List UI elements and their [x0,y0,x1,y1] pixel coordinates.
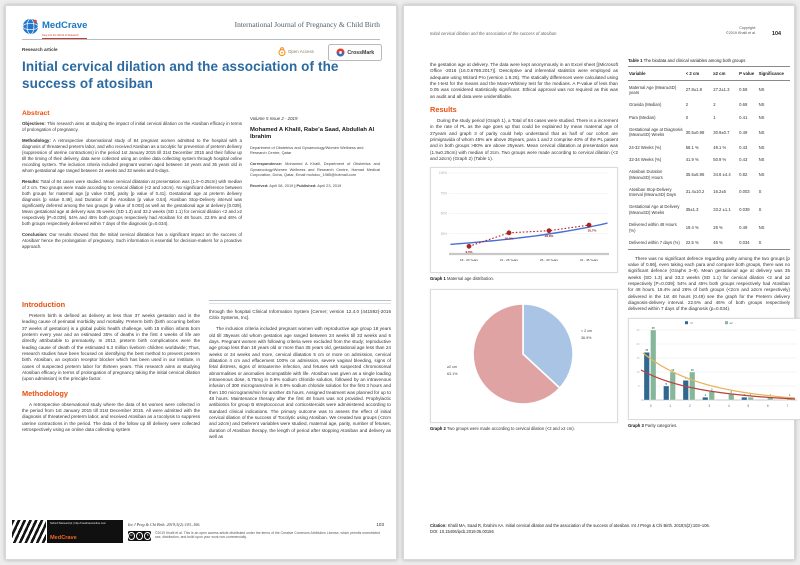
svg-text:≥2 cm: ≥2 cm [447,364,458,369]
table-value-cell: 0.41 [739,114,748,120]
table-value-cell: 2 [685,102,689,108]
svg-text:1: 1 [769,393,771,397]
introduction-heading: Introduction [22,300,66,309]
table-variable-cell: 32-34 Weeks (%) [629,156,662,162]
table-value-cell: 0.49 [739,129,748,135]
header-divider [22,39,380,40]
table-value-cell: 0.43 [739,156,748,162]
table-header-cell: Significance [758,67,790,81]
column-divider [209,300,391,304]
page-104 [403,5,795,560]
table-header-cell: P value [738,67,757,81]
open-access-badge[interactable] [278,47,314,56]
table-value-cell: S [758,189,762,195]
open-lock-icon [278,47,286,56]
authors: Mohamed A Khalil, Rabe'a Saad, Abdullah Al Ibrahim [250,127,375,141]
table-header-cell: Variable [628,67,685,81]
abstract-section [22,110,242,254]
submit-manuscript-link[interactable]: Submit Manuscript | http://medcraveonline.com [50,522,106,525]
affiliation: Department of Obstetrics and Gynaecology/Women Wellness and Research Centre, Qatar [250,144,364,156]
footer-brand-box [47,520,123,543]
table-value-cell: 0 [685,114,689,120]
svg-text:5: 5 [665,382,667,386]
page-number: 103 [376,522,384,527]
svg-text:2: 2 [688,403,691,408]
table-value-cell: NS [758,114,765,120]
volume-issue: Volume 5 Issue 2 - 2019 [250,116,298,121]
svg-text:5: 5 [747,403,750,408]
table-row [628,153,790,165]
article-meta [250,116,380,194]
svg-text:1: 1 [743,393,745,397]
parity-bar-chart [629,319,800,417]
crossmark-icon [336,48,345,57]
received-published: Received: April 08, 2019 | Published: April 23, 2019 [250,183,342,189]
table-variable-cell: Para (Median) [629,114,656,120]
running-title: Initial cervical dilation and the association of the success of atosiban [430,31,557,36]
svg-text:7: 7 [685,376,687,380]
table-value-cell: 0.82 [739,171,748,177]
table-value-cell: NS [758,156,765,162]
svg-text:10: 10 [690,368,694,372]
citation-text: Citation: Khalil MA, Saad R, Ibrahim AA. Initial cervical dilation and the association of the success of atosiban. Int J Pregn & Chi Birth. 2019;5(2):103‒106. [430,523,710,528]
methods-continuation-text: the gestation age at delivery. The data were kept anonymously in an Excel sheet [(Microsoft Office -2016 (16.0.6769.2017)]. Descriptive and inferential statistics were employed as adequate using Wizard Pro (version 1.9.26). The statically differences were calculated using the t-test for the means and the Mann-Whitney test for the medians. A P-value of less than 0.05 was considered statistically significant. Ethical approval was not required as this was an audit and all data were unidentifiable. [430,62,618,99]
svg-text:75%: 75% [440,191,447,196]
table-variable-cell: Gestational Age at Delivery (Mean±SD) Weeks [629,204,680,215]
svg-text:26,2%: 26,2% [504,236,514,241]
table-value-cell: 30.9±0.7 [713,129,730,135]
svg-text:< 2 cm: < 2 cm [581,328,593,333]
table-value-cell: 22.5 % [685,236,713,249]
graph1-caption: Graph 1 Maternal age distribution. [430,276,495,282]
table-value-cell: 30.5±0.98 [685,129,705,135]
table-value-cell: 0.59 [739,87,748,93]
table-value-cell: 1 [713,114,716,120]
table-value-cell: 0.003 [739,189,750,195]
maternal-age-line-chart [431,168,615,270]
table-value-cell: 0.034 [738,236,757,249]
page1-column2 [209,300,391,445]
table-value-cell: 41.9 % [685,156,699,162]
table-row [628,111,790,123]
table-value-cell: NS [758,102,765,108]
column2-paragraph: through the hospital Clinical Information System [Cerner; version 12.4.0 (441592)-2016 Citrix Systems, Inc]. [209,308,391,320]
medcrave-footer-wordmark: MedCrave [50,534,77,541]
svg-text:36.9%: 36.9% [581,335,592,340]
table-row [628,236,790,249]
table-value-cell: NS [758,144,765,150]
svg-text:1: 1 [789,393,791,397]
discussion-text: There was no significant defence regarding parity among the two groups [p value of 0.86], even taking each para and compare both groups, there was no significant defence (Graphs 3‒9). Mean gestational age at delivery was 35 weeks (SD 1.3) and 33.2 weeks (SD 1.1) for cervical dilation <2 and ≥2 respectively [P=0.039]; 54% and 45% both groups respectively had Atosiban for 48 hours. 19.4% and 26% of both groups (<2cm and ≥2cm respectively) delivered in the 1st 48 hours (0.49) see the graph for the Preterm delivery diagnosis-delivery interval. 22.5% and 46% of both groups respectively delivered within 7 days of the diagnosis (p=0.034). [628,255,790,312]
table-value-cell: 0.69 [739,102,748,108]
svg-text:<2: <2 [689,320,693,325]
results-heading: Results [430,104,457,114]
graph1-line-chart [430,167,618,273]
citation-footer [430,523,774,534]
table-row [628,219,790,237]
results-text: During the study period (Graph 1), a Total of 84 cases were studied. There is a increment in the rate of PL as the age goes up that could be explained by mean maternal age of 27years and graph 3 of parity could help understand that as half of our cohort are primigravida of whom 45% are above 25years, para 1 and 2 comprise 40% of the PL patient and in both groups >80% are above 25years. Mean cervical dilatation at presentation was (1.9±0.25cm) with median of 2cm. Two groups were made according to cervical dilation (<2 and ≥2cm) (Graph 2) (Table 1). [430,117,618,161]
table1-caption: Table 1 The biodata and clinical variables among both groups [628,58,746,63]
svg-text:21 - 25 Years: 21 - 25 Years [499,258,519,263]
svg-text:2: 2 [730,390,732,394]
svg-text:63.1%: 63.1% [447,371,458,376]
table-value-cell: 49.1 % [713,144,727,150]
graph3-bar-chart [628,318,800,420]
svg-text:0: 0 [649,403,652,408]
table-value-cell: S [758,207,762,213]
svg-text:28,8%: 28,8% [544,234,554,239]
svg-text:17: 17 [645,348,649,352]
svg-text:35,7%: 35,7% [587,228,597,233]
page-number: 104 [772,31,781,37]
svg-text:1: 1 [750,393,752,397]
table-variable-cell: Atosiban Duration (Mean±SD) Hours [629,169,663,180]
table-value-cell: 50.9 % [713,156,727,162]
table-value-cell: 27.2±1.3 [713,87,730,93]
table-value-cell: 26 % [713,224,723,230]
table-value-cell: 35.5±5.96 [685,171,705,177]
svg-text:26 - 30 Years: 26 - 30 Years [539,258,559,263]
methodology-text: A retrospective observational study where the data of 84 women were collected in the period from 1st January 2015 till 31st December 2015. All were admitted with the diagnosis of threatened preterm labor, and received Atosiban as a tocolysis to suppress uterine contractions in the period. The data of the follow up till delivery were collected retrospectively using an online data collecting system [22,401,200,432]
svg-text:20: 20 [636,341,640,346]
license-text: ©2019 Khalil et al. This is an open access article distributed under the terms of the Creative Commons Attribution License, which permits unrestricted use, distribution, and build upon your work non-commercially. [155,531,380,540]
table-variable-cell: Gravida (Median) [629,102,662,108]
svg-text:1: 1 [669,403,672,408]
table-value-cell: NS [758,171,765,177]
abstract-methodology: Methodology: A retrospective observational study of 84 pregnant women admitted to the hospital with a diagnosis of threatened preterm labor, and who received Atosiban as a tocolytic for prevention of preterm delivery (suppression of uterine contractions) in the period 1st January 2015 till 31st December 2015 and their follow up till the timing of their delivery, data were collected using an online data collecting system through hospital online recording system. The inclusion criteria included pregnant women aged between 18 years and 35 years old in whom gestational age ranged between 24 weeks and 33 weeks and 6-days. [22,137,242,174]
graph3-caption: Graph 3 Parity categories. [628,422,678,428]
table-variable-cell: 24-32 Weeks (%) [629,144,662,150]
table-row [628,201,790,219]
table-value-cell: 33.2 ±1.1 [713,207,731,213]
page2-left-column [430,62,618,438]
table-value-cell: 16.2±5 [713,189,727,195]
svg-text:5: 5 [637,383,640,388]
svg-text:3: 3 [708,403,711,408]
svg-text:6: 6 [766,403,769,408]
table-row [628,183,790,201]
svg-text:10: 10 [636,369,640,374]
medcrave-tagline: Step into the World of Research [42,34,87,39]
table-variable-cell: Delivered within 7 days (%) [628,236,685,249]
table-value-cell: 2 [713,102,716,108]
page2-right-column [628,58,790,435]
table-value-cell: 0.43 [739,144,748,150]
table-variable-cell: Maternal Age (Mean±SD) years [629,84,677,96]
abstract-heading: Abstract [22,110,50,117]
introduction-text: Preterm birth is defined as delivery at less than 37 weeks gestation and is the leading cause of perinatal morbidity and mortality. Preterm birth (birth occurring before 37 weeks of gestation) is a global public health challenge, with 15 million infants born preterm every year and an estimated 35% of deaths in the first 4 weeks of life are directly attributable to prematurity. In 2013, preterm birth complications were the leading cause of death of the estimated 6.3 million liveborn children worldwide; Thus, research studies have been focused on identifying the best method to prevent preterm birth. Atosiban, an oxytocin receptor blocker which has been used in our institute, in cases of suspected preterm labor for thirteen years. This research aims at studying Atosiban efficacy in terms of prolongation of pregnancy taking the initial cervical dilation (upon admission) is the principle factor. [22,313,200,382]
table-value-cell: 27.8±1.8 [685,87,702,93]
table-value-cell: NS [758,129,765,135]
table-value-cell: 0.49 [739,224,748,230]
article-title: Initial cervical dilation and the association of the success of atosiban [22,59,339,92]
svg-text:100%: 100% [438,171,447,176]
table-value-cell: S [758,236,790,249]
abstract-results: Results: Total of 84 cases were studied. Mean cervical dilatation at presentation was (1.9‒0.25cm) with median of 2 cm. Two groups were made according to cervical dilation (<2 and ≥2cm). No significant deference between both groups for maternal age [p value 0.59], parity [p value of 0.41]. Gestational age at preterm delivery diagnosis [p value 0.49], and Duration of the Atosiban [p value 0.54]. Atosiban Stop-Delivery interval was significantly deferred among the two groups [p value of 0.003] as well as the gestational age at delivery [0.039]. Mean gestational age at delivery was 35 weeks (SD 1.3) and 33.2 weeks (SD 1.1) for cervical dilation <2 and ≥2 respectively [P=0.039]. 54% and 45% both groups respectively had Atosiban for 48 hours. 22.5% and 46% of both groups respectively delivered within 7 days of the diagnosis (p=0.034). [22,178,242,227]
table-variable-cell: Atosiban Stop-Delivery Interval (Mean±SD) Days [629,186,676,198]
svg-text:≥2: ≥2 [729,320,733,325]
table-value-cell: 46 % [712,236,738,249]
crossmark-label: CrossMark [347,49,375,56]
svg-text:50%: 50% [440,211,447,216]
svg-text:10: 10 [671,368,675,372]
table-row [628,81,790,99]
table-variable-cell: Gestational age at Diagnosis (Mean±SD) Weeks [629,126,683,138]
column2-paragraph: The inclusion criteria included pregnant women with reproductive age group 18 years old till 35years old whom gestation age ranged between 24 weeks till 33 weeks and 6 days. Pregnant women with following criteria were excluded from the study; reproductive age group less than 18 years old or more than 35 years old, gestational age less than 24 weeks or 34 weeks and more, cervical dilatation 5 cm or more on admission, cervical dilatation 4 cm and effacement 100% on admission, severe vaginal bleeding, signs of fetal distress, signs of intrauterine infection, and fetuses with suspected chromosomal abnormalities or anomalies incompatible with life. Atosiban was given as a single loading intravenous dose, 6.75mg in 0.9% sodium chloride solution, followed by an intravenous infusion of 300 micrograms/min in 0.9% sodium chloride solution for the first 3 hours and then 100 micrograms/min for another 45 hours. Assigned treatment was planned for up to 48 hours. Maintenance therapy after the first 48 hours was not provided. Prophylactic antibiotics for group B streptococcus and corticosteroids were administered according to standard clinical indications. The primary outcome was to assess the effect of initial cervical dilation of the success of Tocolytic using Atosiban. We created two groups (<2cm and ≥2cm) and Deferent variables were studied, maternal age, parity, number of fetuses, duration of Atosiban therapy, the length of period after stopping Atosiban and delivery as well as [209,326,391,439]
graph2-pie-chart [430,289,618,423]
table-value-cell: 31.4±10.2 [685,189,705,195]
table-value-cell: 35±1.3 [685,207,699,213]
table-value-cell: NS [758,87,765,93]
svg-text:1: 1 [704,393,706,397]
doi-link[interactable]: DOI: 10.15406/ipcb.2019.05.00156 [430,528,494,534]
table-variable-cell: Delivered within 48 Hours (%) [629,222,677,233]
abstract-conclusion: Conclusion: Our results showed that the Initial cervical dilatation has a significant impact on the success of Atosiban' hence the prolongation of pregnancy. Such information is essential for decision-makers for a proactive approach. [22,231,242,249]
table-value-cell: 34.6 ±4.4 [713,171,731,177]
journal-reference: Int J Preg & Chi Brth. 2019;5(2):103‒106. [128,522,201,527]
medcrave-wordmark: MedCrave [42,20,88,31]
table1-biodata [628,66,790,250]
abstract-objectives: Objectives: This research aims at studying the impact of initial cervical dilation on the Atosiban efficacy in terms of prolongation of pregnancy. [22,121,242,133]
cervical-dilation-pie-chart [431,290,615,420]
methodology-heading: Methodology [22,388,68,398]
correspondence: Correspondence: Mohamed A Khalil, Department of Obstetrics and Gynaecology/Women Wellness and Research Centre, Hamad Medical Corporation, Doha, Qatar, Email mohdoc_1985@hotmail.com [250,161,380,177]
page-103 [5,5,397,560]
svg-text:3: 3 [711,388,713,392]
svg-text:15: 15 [636,355,640,360]
copyright-notice: Copyright: ©2019 Khalil et al. [726,26,756,35]
svg-text:18 - 20 Years: 18 - 20 Years [459,258,479,263]
svg-text:25: 25 [636,327,640,332]
journal-name: International Journal of Pregnancy & Child Birth [234,20,380,29]
table-row [628,166,790,184]
svg-text:7: 7 [786,403,789,408]
table-header-cell: ≥2 cm [712,67,738,81]
table-row [628,124,790,142]
footer-stripes [12,520,46,543]
open-access-label: Open Access [288,49,314,54]
cc-license-icon[interactable]: cc i $ [128,531,151,541]
introduction-section [22,300,200,438]
svg-text:25: 25 [651,326,655,330]
graph2-caption: Graph 2 Two groups were made according to cervical dilation (<2 and ≥2 cm). [430,425,575,431]
medcrave-logo[interactable] [22,15,87,39]
table-header-row [628,67,790,81]
table-value-cell: 0.039 [739,207,750,213]
article-type-label: Research article [22,47,58,52]
svg-text:25%: 25% [440,232,447,237]
table-row [628,99,790,111]
table-header-cell: < 2 cm [685,67,713,81]
table-value-cell: NS [758,224,765,230]
table-value-cell: 19.4 % [685,224,699,230]
table-row [628,141,790,153]
svg-text:4: 4 [727,403,730,408]
medcrave-globe-icon [22,18,39,35]
table-value-cell: 58.1 % [685,144,699,150]
svg-text:31 - 35 Years: 31 - 35 Years [579,258,599,263]
svg-text:9,5%: 9,5% [465,250,473,255]
